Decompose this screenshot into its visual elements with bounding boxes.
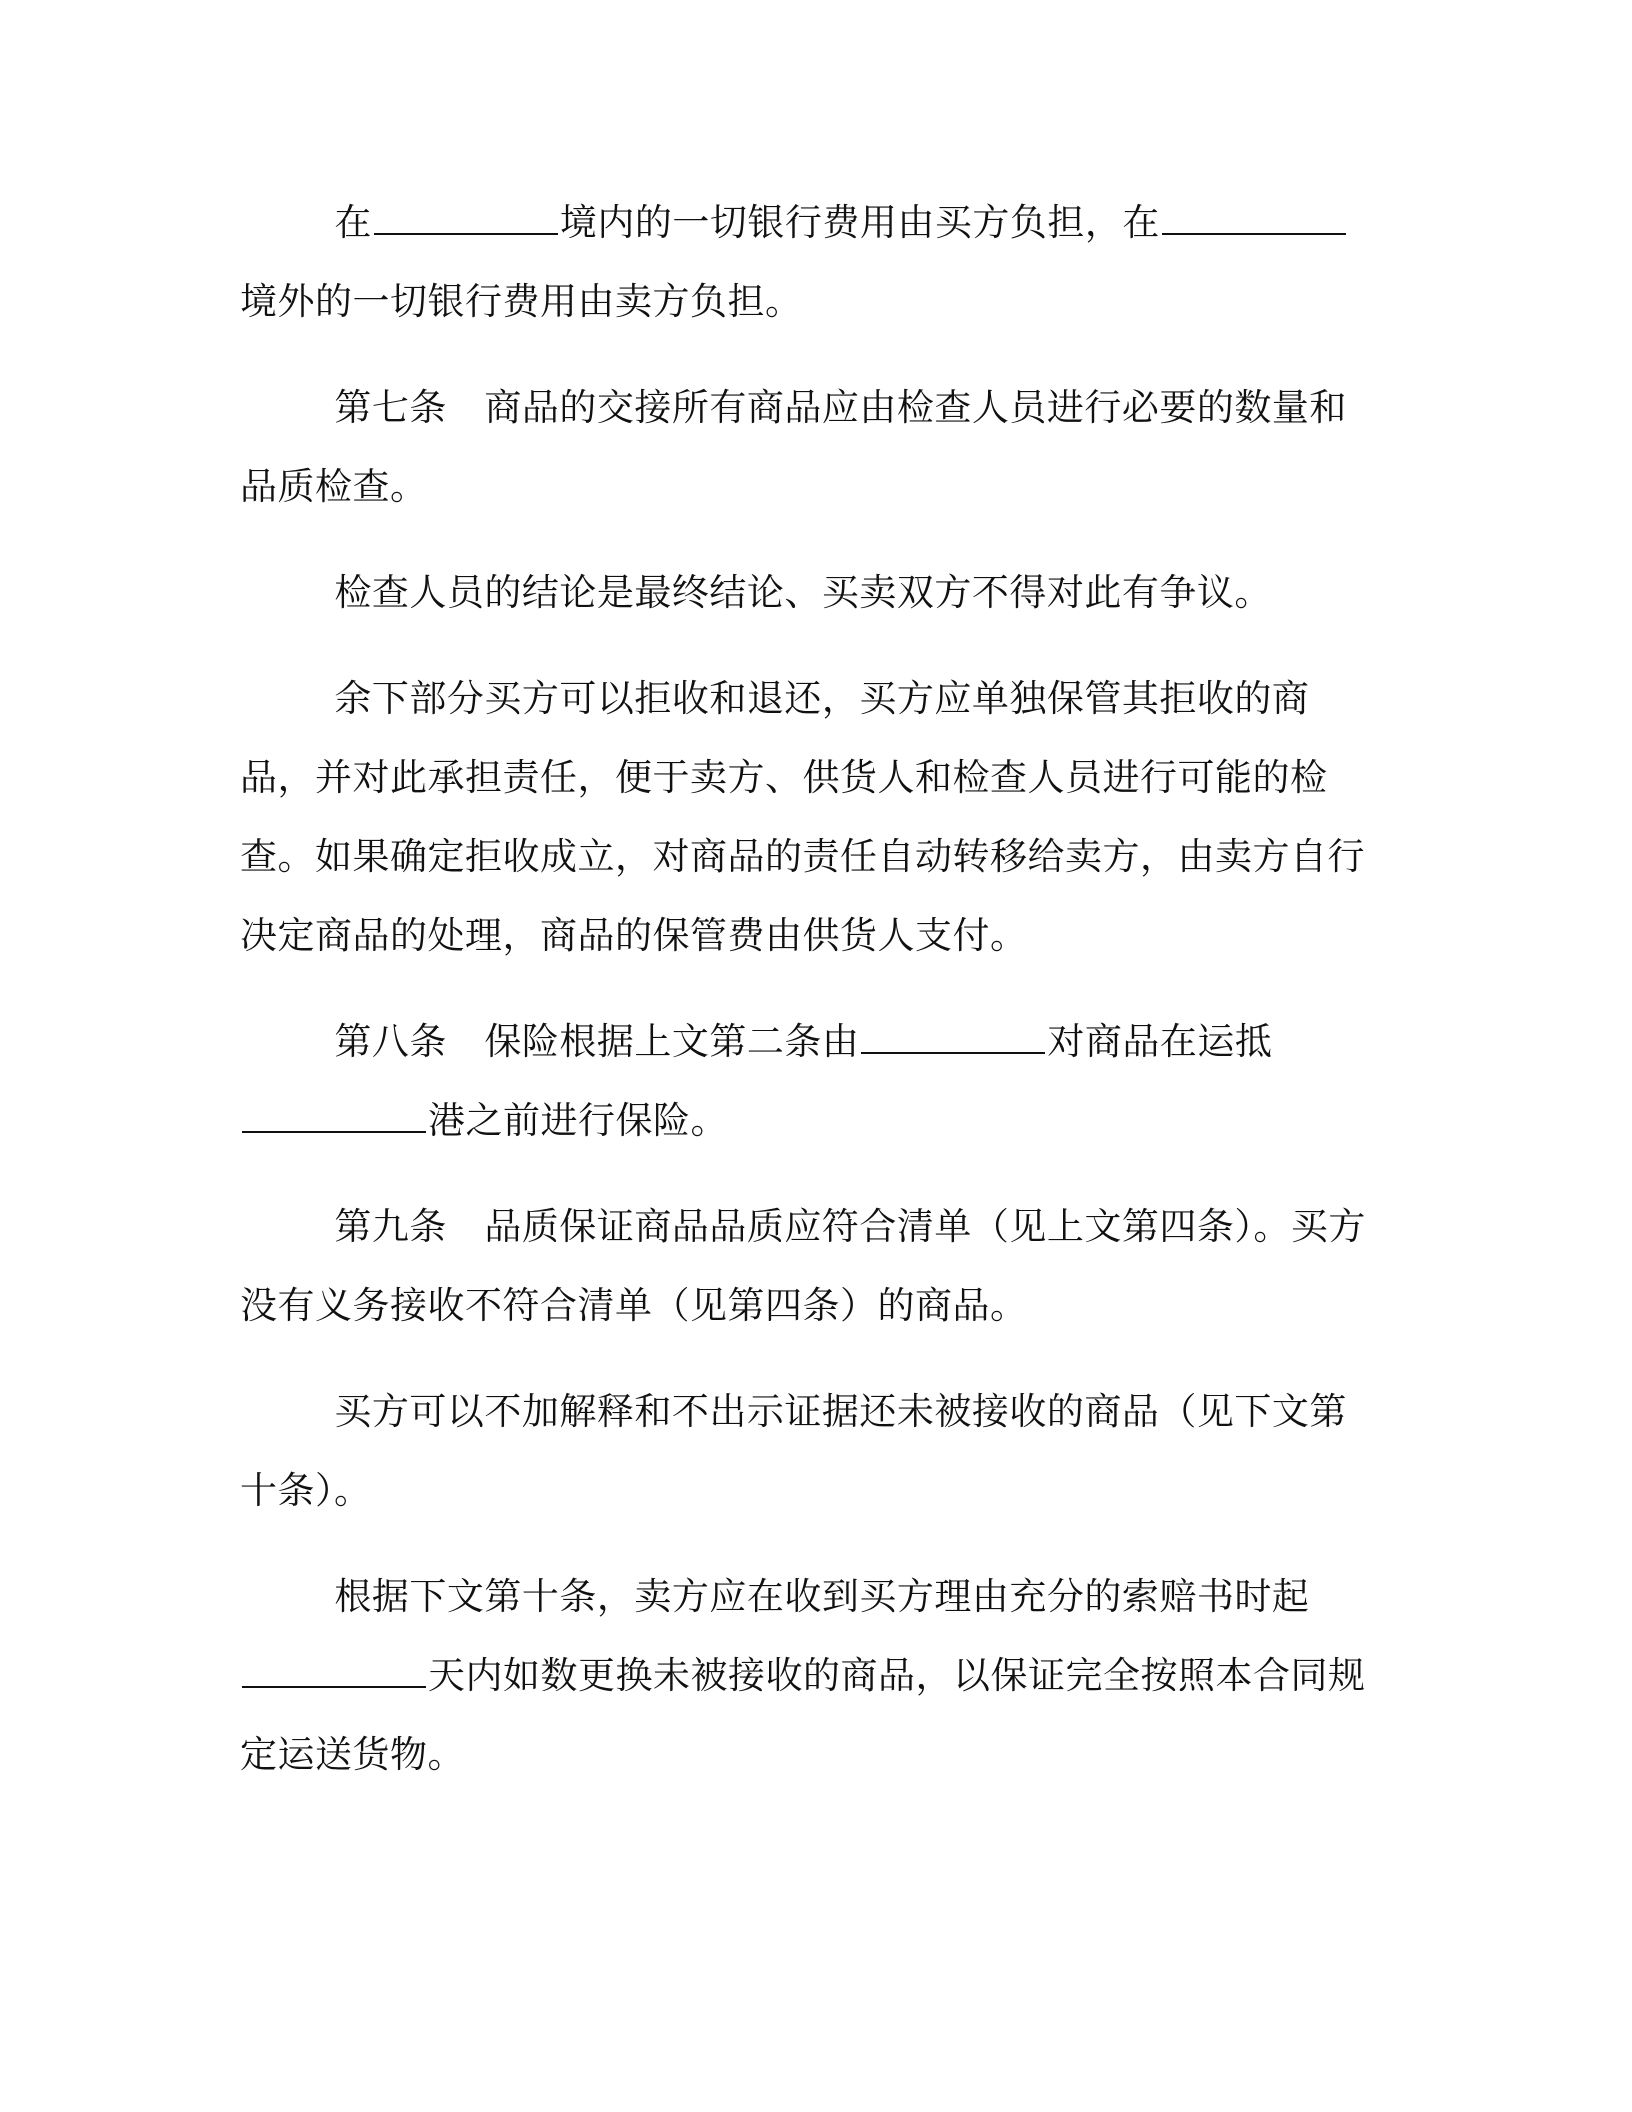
paragraph-rejection (240, 659, 1380, 975)
text-segment: 第八条 保险根据上文第二条由 (334, 1020, 860, 1063)
paragraph-article-9 (240, 1187, 1380, 1345)
paragraph-bank-fees (240, 183, 1380, 341)
text-segment: 境内的一切银行费用由买方负担，在 (559, 201, 1160, 244)
text-segment: 境外的一切银行费用由卖方负担。 (240, 280, 803, 323)
fill-in-blank (242, 1658, 426, 1688)
paragraph-replacement (240, 1557, 1380, 1794)
text-segment: 根据下文第十条，卖方应在收到买方理由充分的索赔书时起 (334, 1575, 1310, 1618)
paragraph-inspection-conclusion (240, 553, 1380, 632)
text-segment: 买方可以不加解释和不出示证据还未被接收的商品（见下文第十条）。 (240, 1390, 1347, 1512)
text-segment: 第七条 商品的交接所有商品应由检查人员进行必要的数量和品质检查。 (240, 386, 1347, 508)
fill-in-blank (1162, 205, 1346, 235)
fill-in-blank (374, 205, 558, 235)
paragraph-article-7 (240, 368, 1380, 526)
fill-in-blank (861, 1024, 1045, 1054)
text-segment: 天内如数更换未被接收的商品，以保证完全按照本合同规定运送货物。 (240, 1654, 1366, 1776)
paragraph-article-8 (240, 1002, 1380, 1160)
text-segment: 港之前进行保险。 (428, 1099, 728, 1142)
document-body (240, 183, 1380, 1821)
fill-in-blank (242, 1103, 426, 1133)
text-segment: 在 (334, 201, 372, 244)
text-segment: 对商品在运抵 (1047, 1020, 1273, 1063)
paragraph-return-goods (240, 1372, 1380, 1530)
text-segment: 检查人员的结论是最终结论、买卖双方不得对此有争议。 (334, 571, 1272, 614)
text-segment: 第九条 品质保证商品品质应符合清单（见上文第四条）。买方没有义务接收不符合清单（见第四条）的商品。 (240, 1205, 1366, 1327)
text-segment: 余下部分买方可以拒收和退还，买方应单独保管其拒收的商品，并对此承担责任，便于卖方、供货人和检查人员进行可能的检查。如果确定拒收成立，对商品的责任自动转移给卖方，由卖方自行决定商品的处理，商品的保管费由供货人支付。 (240, 677, 1365, 957)
